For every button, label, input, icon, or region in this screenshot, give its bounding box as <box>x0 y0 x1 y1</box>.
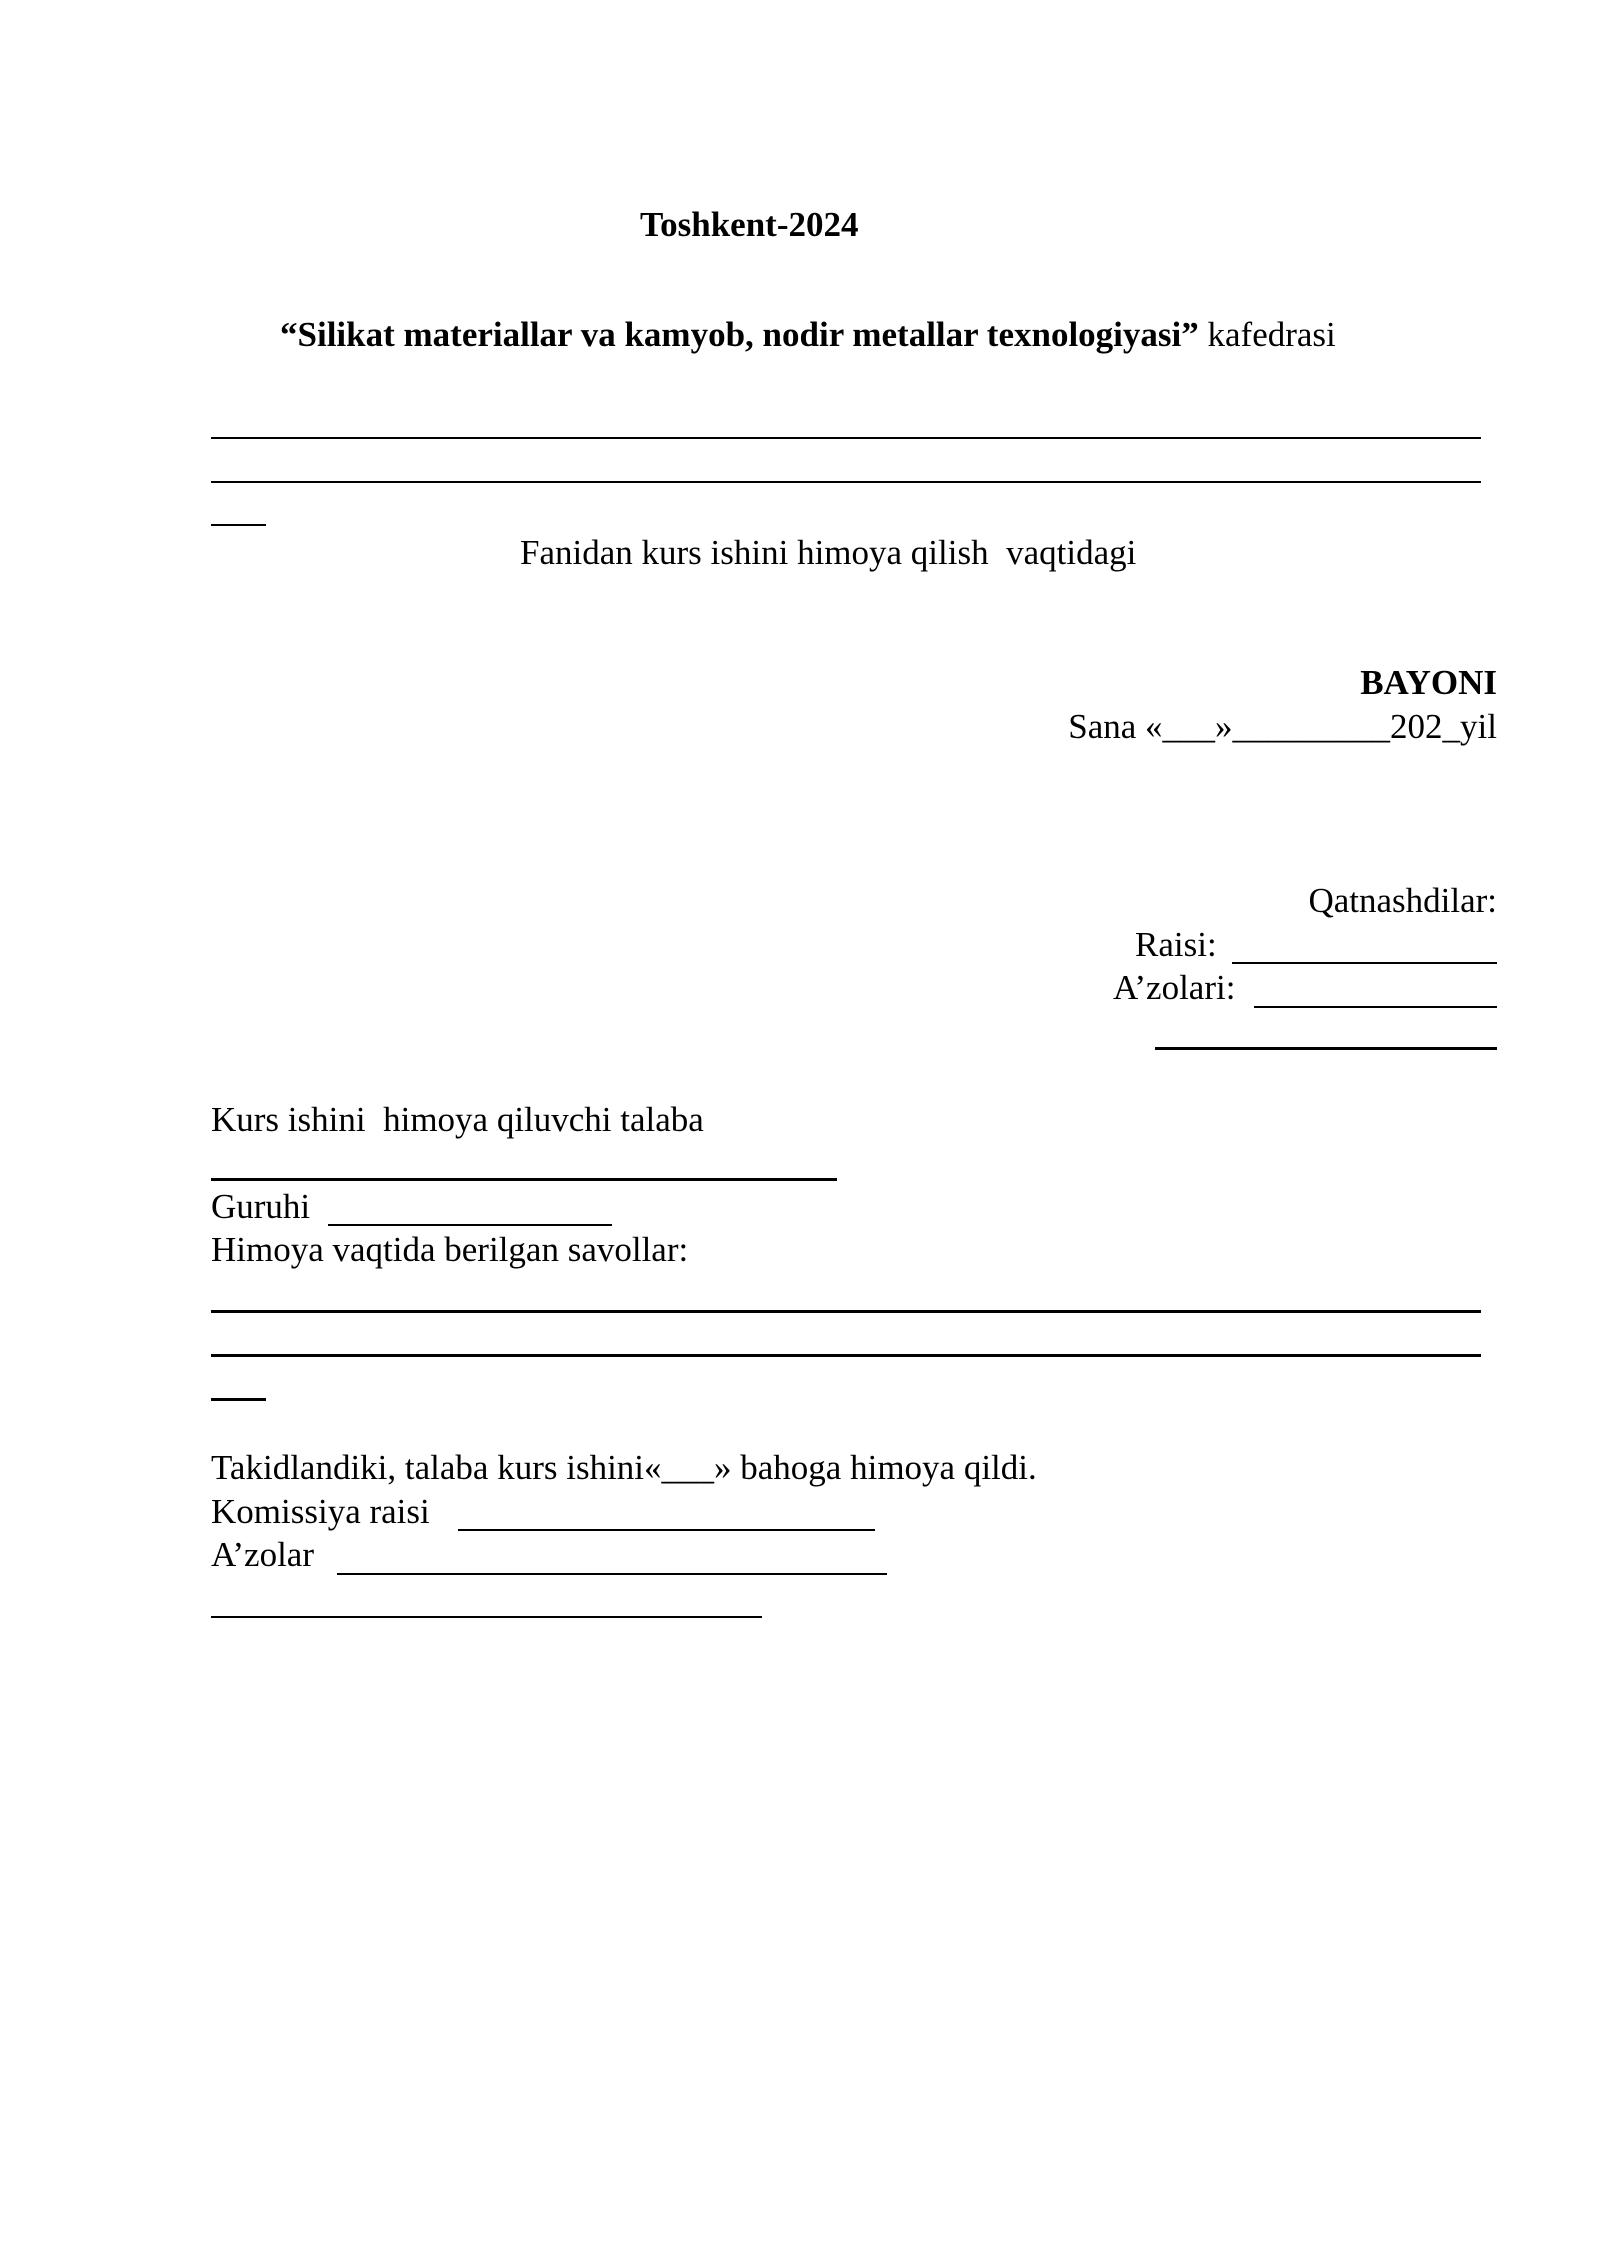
commission-members-line-1 <box>337 1573 887 1575</box>
members-line-1 <box>1254 1006 1497 1008</box>
chair-label: Raisi: <box>1135 925 1226 964</box>
questions-line-1 <box>211 1310 1481 1313</box>
questions-line-2 <box>211 1354 1481 1357</box>
subject-name-line-2 <box>211 481 1481 483</box>
department-suffix: kafedrasi <box>1198 315 1336 354</box>
department-name: “Silikat materiallar va kamyob, nodir metallar texnologiyasi” <box>280 315 1199 354</box>
student-name-line <box>211 1178 837 1181</box>
student-label: Kurs ishini himoya qiluvchi talaba <box>211 1100 704 1139</box>
members-label: A’zolari: <box>1113 968 1236 1007</box>
group-line <box>328 1224 612 1226</box>
city-year: Toshkent-2024 <box>640 205 859 244</box>
subject-caption: Fanidan kurs ishini himoya qilish vaqtidagi <box>520 533 1137 572</box>
grade-statement: Takidlandiki, talaba kurs ishini«___» bahoga himoya qildi. <box>211 1448 1037 1487</box>
questions-label: Himoya vaqtida berilgan savollar: <box>211 1230 689 1269</box>
commission-members-label: A’zolar <box>211 1535 323 1574</box>
subject-name-line-3 <box>211 524 266 526</box>
commission-chair-line <box>458 1529 875 1531</box>
protocol-title: BAYONI <box>1360 663 1497 702</box>
members-line-2 <box>1155 1047 1497 1050</box>
commission-members-line-2 <box>211 1616 762 1618</box>
protocol-date: Sana «___»_________202_yil <box>1068 707 1497 746</box>
questions-line-3 <box>211 1398 266 1401</box>
group-label: Guruhi <box>211 1187 319 1226</box>
chair-line <box>1232 962 1497 964</box>
department-title <box>280 314 1336 356</box>
subject-name-line-1 <box>211 437 1481 439</box>
commission-chair-label: Komissiya raisi <box>211 1492 439 1531</box>
participants-heading: Qatnashdilar: <box>1308 881 1497 920</box>
